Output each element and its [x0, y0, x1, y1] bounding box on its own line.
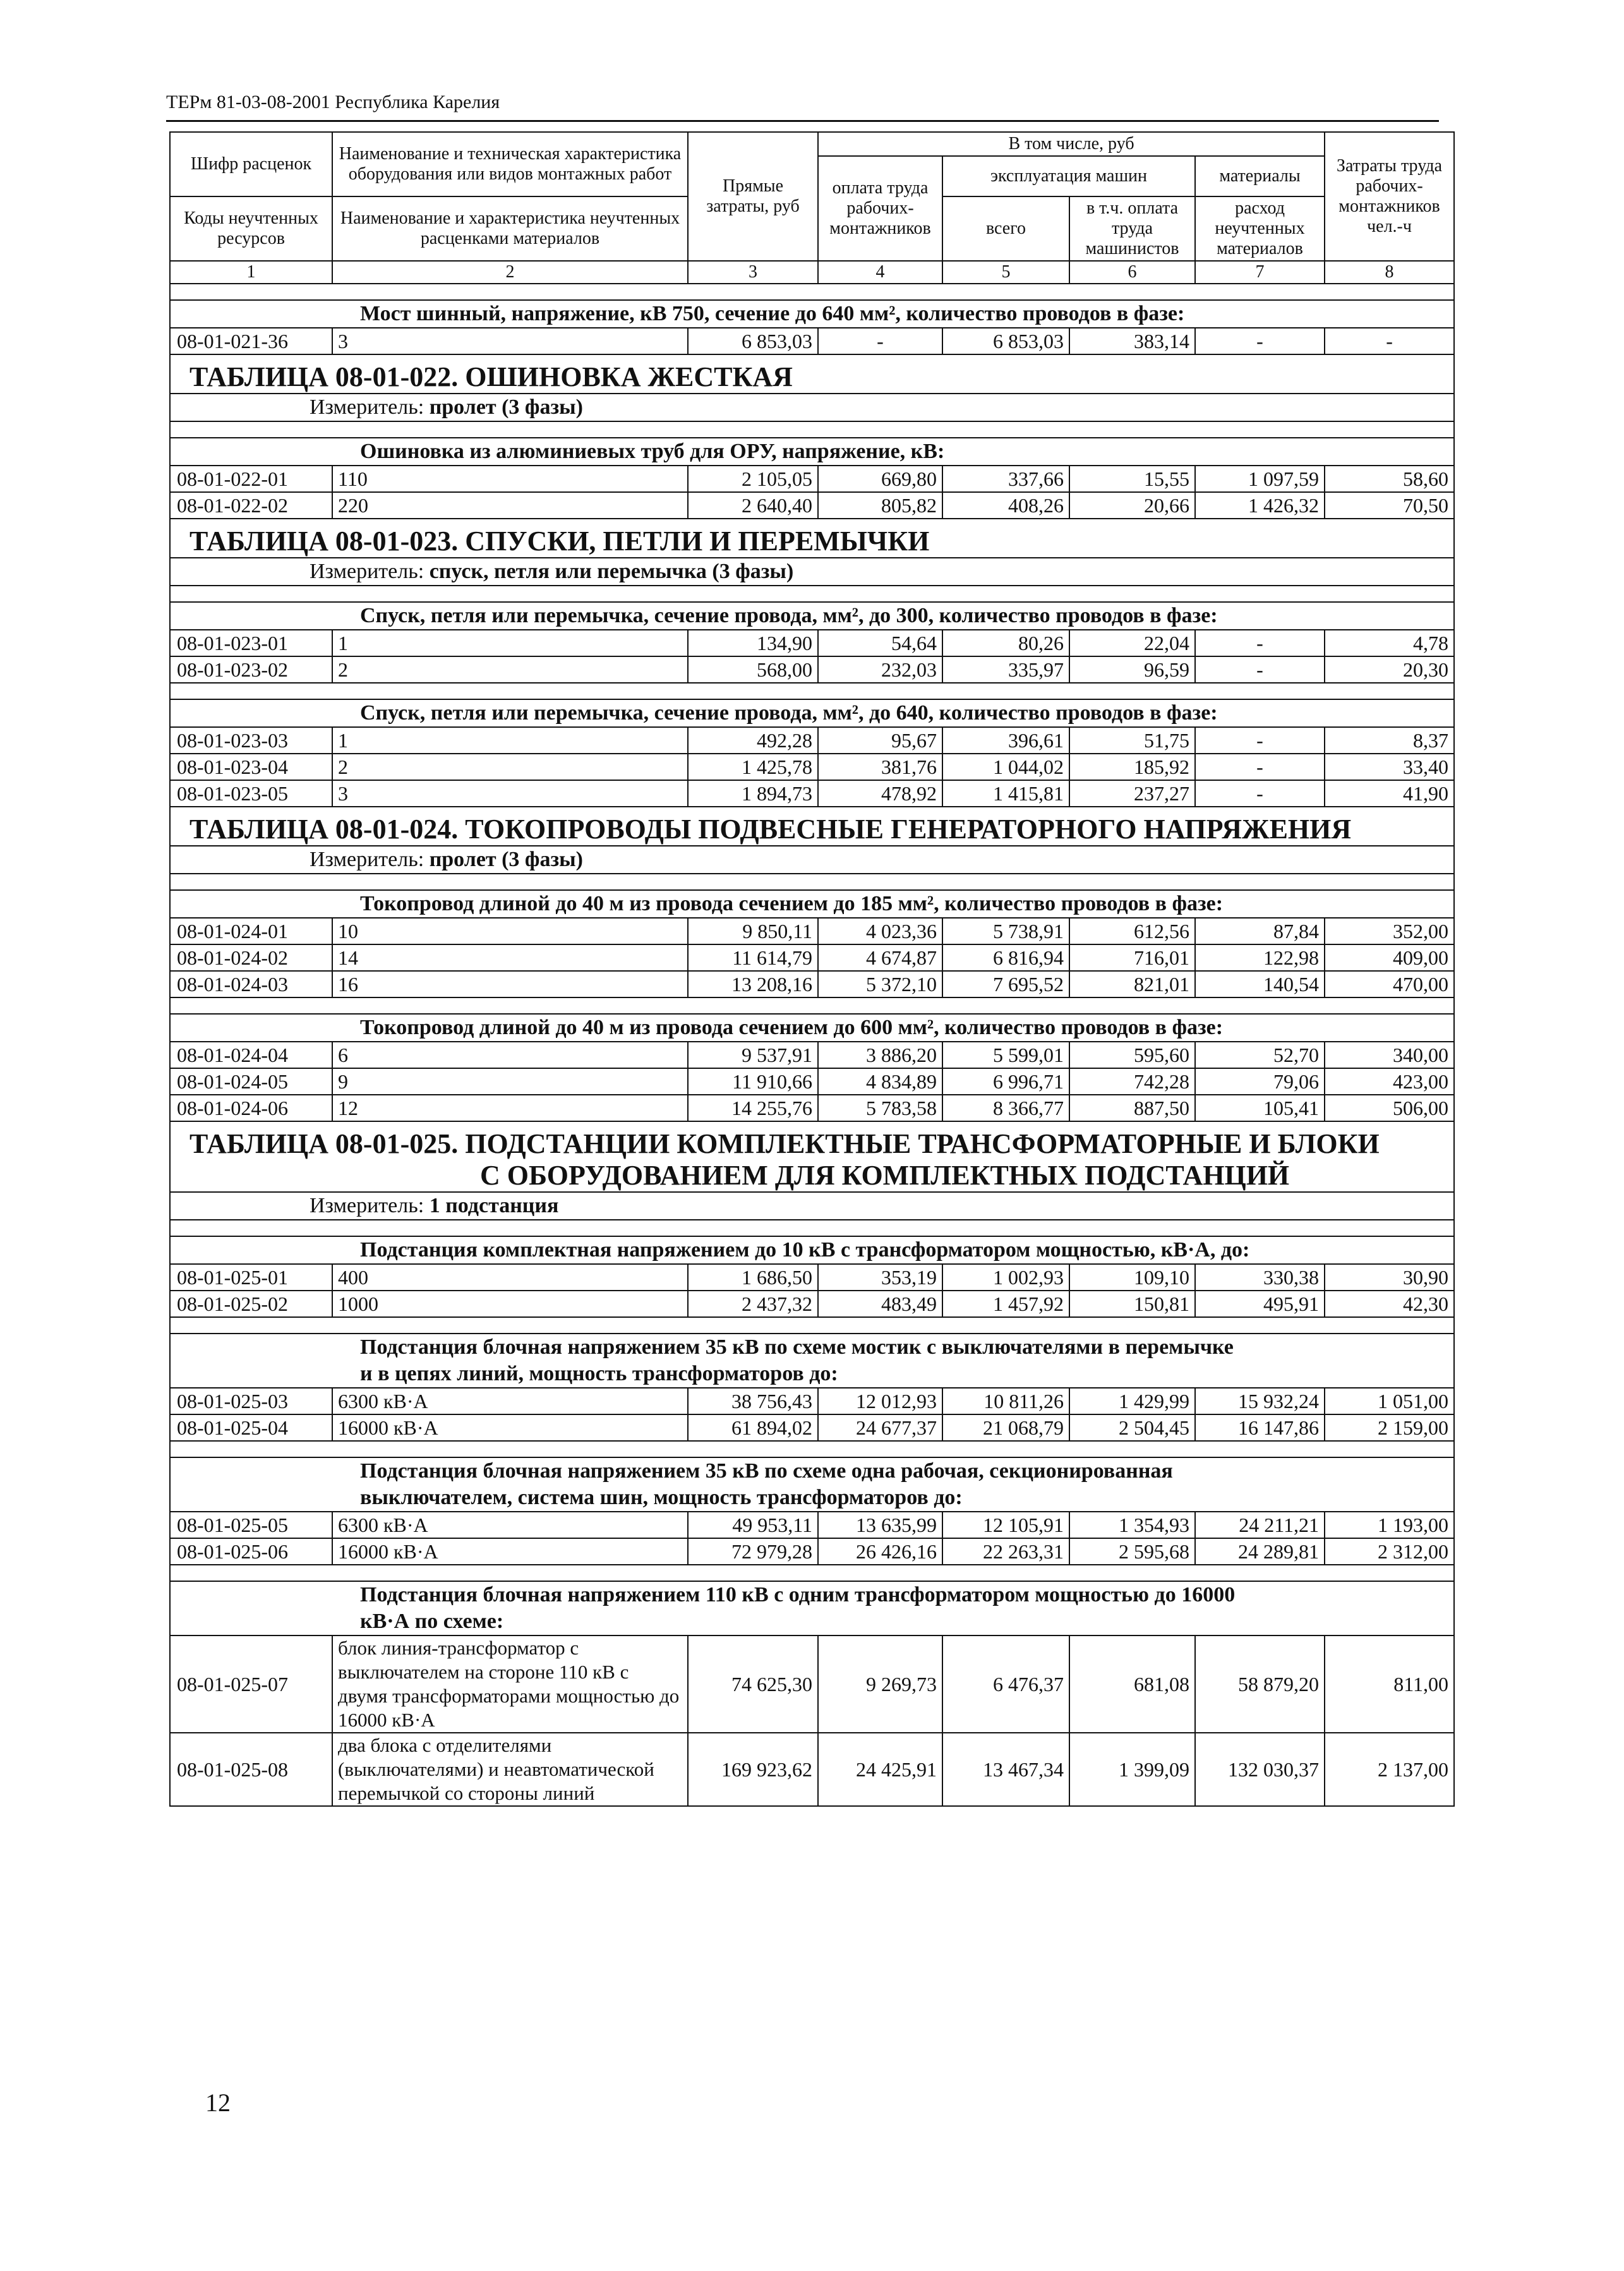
labor-hours: 2 137,00: [1325, 1733, 1454, 1806]
wages: 4 023,36: [818, 918, 942, 944]
direct-costs: 134,90: [688, 630, 818, 656]
subgroup-title-row: [170, 890, 1454, 918]
rate-name: 16000 кВ·А: [332, 1414, 688, 1441]
subgroup-title-line-1: Подстанция блочная напряжением 35 кВ по схеме одна рабочая, секционированная: [360, 1459, 1173, 1483]
spacer-cell: [170, 284, 1454, 300]
table-row: [170, 1733, 1454, 1806]
labor-hours: 352,00: [1325, 918, 1454, 944]
labor-hours: 4,78: [1325, 630, 1454, 656]
rate-name: 220: [332, 492, 688, 519]
wages: 24 425,91: [818, 1733, 942, 1806]
subgroup-title: Спуск, петля или перемычка, сечение провода, мм², до 640, количество проводов в фазе:: [170, 699, 1454, 727]
measure-cell: [170, 558, 1454, 586]
rate-name: 10: [332, 918, 688, 944]
spacer-cell: [170, 997, 1454, 1014]
materials: 330,38: [1195, 1264, 1325, 1291]
labor-hours: 30,90: [1325, 1264, 1454, 1291]
table-row: [170, 1538, 1454, 1565]
rate-name: 3: [332, 780, 688, 807]
wages: 478,92: [818, 780, 942, 807]
measure-cell: [170, 1192, 1454, 1220]
measure-cell: [170, 846, 1454, 874]
materials: 87,84: [1195, 918, 1325, 944]
spacer-row: [170, 1317, 1454, 1334]
labor-hours: 2 312,00: [1325, 1538, 1454, 1565]
column-number: 4: [818, 261, 942, 284]
materials: 79,06: [1195, 1068, 1325, 1095]
machinists-wages: 51,75: [1069, 727, 1195, 754]
machines-total: 335,97: [942, 656, 1069, 683]
machines-total: 5 738,91: [942, 918, 1069, 944]
direct-costs: 72 979,28: [688, 1538, 818, 1565]
machines-total: 7 695,52: [942, 971, 1069, 997]
materials: 495,91: [1195, 1291, 1325, 1317]
materials: -: [1195, 328, 1325, 354]
rates-table: [169, 131, 1455, 1807]
col-unaccounted-materials-header: расход неучтенных материалов: [1195, 196, 1325, 261]
direct-costs: 6 853,03: [688, 328, 818, 354]
table-header-row: [170, 132, 1454, 156]
machinists-wages: 109,10: [1069, 1264, 1195, 1291]
table-title: [170, 1121, 1454, 1192]
materials: 122,98: [1195, 944, 1325, 971]
table-row: [170, 656, 1454, 683]
measure-row: [170, 1192, 1454, 1220]
spacer-cell: [170, 1565, 1454, 1581]
rate-code: 08-01-023-01: [170, 630, 332, 656]
subgroup-title-row: [170, 602, 1454, 630]
rate-code: 08-01-025-03: [170, 1388, 332, 1414]
column-number: 2: [332, 261, 688, 284]
table-row: [170, 918, 1454, 944]
subgroup-title-line-1: Подстанция блочная напряжением 110 кВ с одним трансформатором мощностью до 16000: [360, 1583, 1236, 1606]
labor-hours: 33,40: [1325, 754, 1454, 780]
machines-total: 21 068,79: [942, 1414, 1069, 1441]
rate-code: 08-01-023-03: [170, 727, 332, 754]
machinists-wages: 1 429,99: [1069, 1388, 1195, 1414]
rate-code: 08-01-025-01: [170, 1264, 332, 1291]
materials: 132 030,37: [1195, 1733, 1325, 1806]
document-running-header: ТЕРм 81-03-08-2001 Республика Карелия: [166, 90, 1439, 122]
rate-code: 08-01-024-03: [170, 971, 332, 997]
direct-costs: 9 537,91: [688, 1042, 818, 1068]
direct-costs: 49 953,11: [688, 1512, 818, 1538]
subgroup-title-line-2: и в цепях линий, мощность трансформаторов до:: [360, 1362, 838, 1385]
wages: 232,03: [818, 656, 942, 683]
rate-code: 08-01-022-02: [170, 492, 332, 519]
subgroup-title-row: [170, 300, 1454, 328]
table-row: [170, 1042, 1454, 1068]
table-title-row: [170, 354, 1454, 394]
table-row: [170, 1291, 1454, 1317]
materials: -: [1195, 754, 1325, 780]
table-title-row: [170, 807, 1454, 846]
machinists-wages: 383,14: [1069, 328, 1195, 354]
rate-name: 16000 кВ·А: [332, 1538, 688, 1565]
table-row: [170, 1095, 1454, 1121]
table-title-line-2: С ОБОРУДОВАНИЕМ ДЛЯ КОМПЛЕКТНЫХ ПОДСТАНЦИЙ: [480, 1160, 1290, 1191]
labor-hours: 409,00: [1325, 944, 1454, 971]
table-title-row: [170, 519, 1454, 558]
machinists-wages: 2 595,68: [1069, 1538, 1195, 1565]
machinists-wages: 595,60: [1069, 1042, 1195, 1068]
table-row: [170, 780, 1454, 807]
machinists-wages: 150,81: [1069, 1291, 1195, 1317]
machines-total: 396,61: [942, 727, 1069, 754]
column-numbers-row: [170, 261, 1454, 284]
table-row: [170, 1388, 1454, 1414]
spacer-row: [170, 1220, 1454, 1236]
labor-hours: 41,90: [1325, 780, 1454, 807]
direct-costs: 13 208,16: [688, 971, 818, 997]
machines-total: 1 457,92: [942, 1291, 1069, 1317]
materials: 1 097,59: [1195, 466, 1325, 492]
table-row: [170, 727, 1454, 754]
rate-code: 08-01-024-01: [170, 918, 332, 944]
labor-hours: 1 193,00: [1325, 1512, 1454, 1538]
col-wages-header: оплата труда рабочих-монтажников: [818, 156, 942, 261]
wages: 95,67: [818, 727, 942, 754]
rate-name: 2: [332, 754, 688, 780]
measure-value: пролет (3 фазы): [429, 395, 583, 419]
subgroup-title-row: [170, 1457, 1454, 1512]
direct-costs: 14 255,76: [688, 1095, 818, 1121]
wages: 805,82: [818, 492, 942, 519]
subgroup-title-row: [170, 438, 1454, 466]
direct-costs: 1 894,73: [688, 780, 818, 807]
wages: 24 677,37: [818, 1414, 942, 1441]
machinists-wages: 2 504,45: [1069, 1414, 1195, 1441]
labor-hours: 58,60: [1325, 466, 1454, 492]
machinists-wages: 612,56: [1069, 918, 1195, 944]
spacer-cell: [170, 421, 1454, 438]
machines-total: 1 415,81: [942, 780, 1069, 807]
direct-costs: 1 425,78: [688, 754, 818, 780]
column-number: 5: [942, 261, 1069, 284]
wages: 4 674,87: [818, 944, 942, 971]
labor-hours: 42,30: [1325, 1291, 1454, 1317]
rate-name: 1: [332, 630, 688, 656]
col-materials-header: материалы: [1195, 156, 1325, 196]
direct-costs: 2 437,32: [688, 1291, 818, 1317]
labor-hours: -: [1325, 328, 1454, 354]
subgroup-title: Токопровод длиной до 40 м из провода сечением до 600 мм², количество проводов в фазе:: [170, 1014, 1454, 1042]
direct-costs: 11 910,66: [688, 1068, 818, 1095]
machinists-wages: 96,59: [1069, 656, 1195, 683]
spacer-cell: [170, 1441, 1454, 1457]
table-title: ТАБЛИЦА 08-01-024. ТОКОПРОВОДЫ ПОДВЕСНЫЕ ГЕНЕРАТОРНОГО НАПРЯЖЕНИЯ: [170, 807, 1454, 846]
spacer-row: [170, 1441, 1454, 1457]
spacer-row: [170, 683, 1454, 699]
table-row: [170, 754, 1454, 780]
labor-hours: 506,00: [1325, 1095, 1454, 1121]
wages: 9 269,73: [818, 1635, 942, 1733]
wages: 3 886,20: [818, 1042, 942, 1068]
rates-table-frame: [169, 131, 1453, 1807]
rate-name: два блока с отделителями (выключателями) и неавтоматической перемычкой со стороны линий: [332, 1733, 688, 1806]
rate-code: 08-01-023-04: [170, 754, 332, 780]
measure-row: [170, 394, 1454, 421]
direct-costs: 9 850,11: [688, 918, 818, 944]
machines-total: 6 996,71: [942, 1068, 1069, 1095]
wages: 483,49: [818, 1291, 942, 1317]
table-row: [170, 1414, 1454, 1441]
table-row: [170, 1264, 1454, 1291]
wages: 4 834,89: [818, 1068, 942, 1095]
table-row: [170, 466, 1454, 492]
direct-costs: 74 625,30: [688, 1635, 818, 1733]
table-row: [170, 971, 1454, 997]
col-code-header: Шифр расценок: [170, 132, 332, 196]
machines-total: 1 002,93: [942, 1264, 1069, 1291]
table-title-line-1: ТАБЛИЦА 08-01-025. ПОДСТАНЦИИ КОМПЛЕКТНЫЕ ТРАНСФОРМАТОРНЫЕ И БЛОКИ: [189, 1128, 1380, 1159]
subgroup-title: [170, 1334, 1454, 1388]
rate-name: 12: [332, 1095, 688, 1121]
measure-cell: [170, 394, 1454, 421]
column-number: 3: [688, 261, 818, 284]
wages: 5 783,58: [818, 1095, 942, 1121]
rate-code: 08-01-025-07: [170, 1635, 332, 1733]
spacer-row: [170, 997, 1454, 1014]
wages: -: [818, 328, 942, 354]
machines-total: 6 476,37: [942, 1635, 1069, 1733]
rate-code: 08-01-023-05: [170, 780, 332, 807]
materials: 15 932,24: [1195, 1388, 1325, 1414]
rate-code: 08-01-024-05: [170, 1068, 332, 1095]
machines-total: 13 467,34: [942, 1733, 1069, 1806]
rate-name: 3: [332, 328, 688, 354]
col-name-header: Наименование и техническая характеристика оборудования или видов монтажных работ: [332, 132, 688, 196]
subgroup-title: Мост шинный, напряжение, кВ 750, сечение до 640 мм², количество проводов в фазе:: [170, 300, 1454, 328]
direct-costs: 61 894,02: [688, 1414, 818, 1441]
machinists-wages: 742,28: [1069, 1068, 1195, 1095]
column-number: 6: [1069, 261, 1195, 284]
rate-name: 16: [332, 971, 688, 997]
direct-costs: 2 105,05: [688, 466, 818, 492]
machines-total: 408,26: [942, 492, 1069, 519]
materials: -: [1195, 656, 1325, 683]
machinists-wages: 185,92: [1069, 754, 1195, 780]
rate-code: 08-01-024-04: [170, 1042, 332, 1068]
subgroup-title-line-1: Подстанция блочная напряжением 35 кВ по схеме мостик с выключателями в перемычке: [360, 1335, 1234, 1359]
machinists-wages: 681,08: [1069, 1635, 1195, 1733]
rate-name: 9: [332, 1068, 688, 1095]
subgroup-title-line-2: кВ·А по схеме:: [360, 1610, 504, 1633]
labor-hours: 8,37: [1325, 727, 1454, 754]
spacer-cell: [170, 1220, 1454, 1236]
machines-total: 10 811,26: [942, 1388, 1069, 1414]
spacer-cell: [170, 874, 1454, 890]
measure-row: [170, 558, 1454, 586]
machines-total: 8 366,77: [942, 1095, 1069, 1121]
materials: 1 426,32: [1195, 492, 1325, 519]
table-title: ТАБЛИЦА 08-01-023. СПУСКИ, ПЕТЛИ И ПЕРЕМЫЧКИ: [170, 519, 1454, 558]
spacer-row: [170, 1565, 1454, 1581]
rate-code: 08-01-021-36: [170, 328, 332, 354]
table-title: ТАБЛИЦА 08-01-022. ОШИНОВКА ЖЕСТКАЯ: [170, 354, 1454, 394]
subgroup-title-row: [170, 1581, 1454, 1635]
machinists-wages: 1 354,93: [1069, 1512, 1195, 1538]
direct-costs: 492,28: [688, 727, 818, 754]
wages: 669,80: [818, 466, 942, 492]
column-number: 8: [1325, 261, 1454, 284]
measure-label: Измеритель:: [310, 1194, 424, 1217]
measure-value: 1 подстанция: [429, 1194, 559, 1217]
wages: 12 012,93: [818, 1388, 942, 1414]
labor-hours: 811,00: [1325, 1635, 1454, 1733]
machinists-wages: 716,01: [1069, 944, 1195, 971]
col-machines-header: эксплуатация машин: [942, 156, 1195, 196]
subgroup-title: [170, 1581, 1454, 1635]
machinists-wages: 22,04: [1069, 630, 1195, 656]
machinists-wages: 1 399,09: [1069, 1733, 1195, 1806]
wages: 353,19: [818, 1264, 942, 1291]
rate-name: 6: [332, 1042, 688, 1068]
rate-code: 08-01-024-06: [170, 1095, 332, 1121]
rate-name: 110: [332, 466, 688, 492]
measure-row: [170, 846, 1454, 874]
spacer-cell: [170, 1317, 1454, 1334]
measure-label: Измеритель:: [310, 560, 424, 583]
col-machines-total-header: всего: [942, 196, 1069, 261]
wages: 26 426,16: [818, 1538, 942, 1565]
materials: 58 879,20: [1195, 1635, 1325, 1733]
rate-code: 08-01-024-02: [170, 944, 332, 971]
direct-costs: 169 923,62: [688, 1733, 818, 1806]
wages: 13 635,99: [818, 1512, 942, 1538]
machinists-wages: 237,27: [1069, 780, 1195, 807]
measure-value: спуск, петля или перемычка (3 фазы): [429, 560, 794, 583]
machines-total: 6 816,94: [942, 944, 1069, 971]
wages: 381,76: [818, 754, 942, 780]
materials: 52,70: [1195, 1042, 1325, 1068]
materials: 105,41: [1195, 1095, 1325, 1121]
materials: 24 289,81: [1195, 1538, 1325, 1565]
subgroup-title: Токопровод длиной до 40 м из провода сечением до 185 мм², количество проводов в фазе:: [170, 890, 1454, 918]
subgroup-title: Подстанция комплектная напряжением до 10 кВ с трансформатором мощностью, кВ·А, до:: [170, 1236, 1454, 1264]
machinists-wages: 887,50: [1069, 1095, 1195, 1121]
direct-costs: 568,00: [688, 656, 818, 683]
materials: 140,54: [1195, 971, 1325, 997]
col-resource-codes-header: Коды неучтенных ресурсов: [170, 196, 332, 261]
table-row: [170, 492, 1454, 519]
rate-name: 1: [332, 727, 688, 754]
labor-hours: 1 051,00: [1325, 1388, 1454, 1414]
machinists-wages: 15,55: [1069, 466, 1195, 492]
machinists-wages: 821,01: [1069, 971, 1195, 997]
rate-code: 08-01-025-08: [170, 1733, 332, 1806]
labor-hours: 70,50: [1325, 492, 1454, 519]
subgroup-title-line-2: выключателем, система шин, мощность трансформаторов до:: [360, 1486, 963, 1509]
labor-hours: 20,30: [1325, 656, 1454, 683]
direct-costs: 2 640,40: [688, 492, 818, 519]
col-direct-costs-header: Прямые затраты, руб: [688, 132, 818, 261]
direct-costs: 1 686,50: [688, 1264, 818, 1291]
labor-hours: 423,00: [1325, 1068, 1454, 1095]
wages: 5 372,10: [818, 971, 942, 997]
machines-total: 1 044,02: [942, 754, 1069, 780]
subgroup-title-row: [170, 1014, 1454, 1042]
col-labor-hours-header: Затраты труда рабочих-монтажников чел.-ч: [1325, 132, 1454, 261]
table-row: [170, 630, 1454, 656]
measure-label: Измеритель:: [310, 848, 424, 871]
table-row: [170, 944, 1454, 971]
subgroup-title-row: [170, 1334, 1454, 1388]
rate-name: 6300 кВ·А: [332, 1512, 688, 1538]
spacer-cell: [170, 683, 1454, 699]
spacer-row: [170, 284, 1454, 300]
machines-total: 337,66: [942, 466, 1069, 492]
machines-total: 12 105,91: [942, 1512, 1069, 1538]
rate-code: 08-01-023-02: [170, 656, 332, 683]
measure-label: Измеритель:: [310, 395, 424, 419]
rate-name: 400: [332, 1264, 688, 1291]
materials: -: [1195, 780, 1325, 807]
subgroup-title: Спуск, петля или перемычка, сечение провода, мм², до 300, количество проводов в фазе:: [170, 602, 1454, 630]
table-row: [170, 328, 1454, 354]
col-materials-name-header: Наименование и характеристика неучтенных расценками материалов: [332, 196, 688, 261]
rate-name: 2: [332, 656, 688, 683]
subgroup-title: [170, 1457, 1454, 1512]
labor-hours: 2 159,00: [1325, 1414, 1454, 1441]
col-including-header: В том числе, руб: [818, 132, 1325, 156]
rate-code: 08-01-025-06: [170, 1538, 332, 1565]
materials: 16 147,86: [1195, 1414, 1325, 1441]
wages: 54,64: [818, 630, 942, 656]
rate-name: блок линия-трансформатор с выключателем на стороне 110 кВ с двумя трансформаторами мощностью до 16000 кВ·А: [332, 1635, 688, 1733]
rate-name: 1000: [332, 1291, 688, 1317]
table-row: [170, 1068, 1454, 1095]
subgroup-title: Ошиновка из алюминиевых труб для ОРУ, напряжение, кВ:: [170, 438, 1454, 466]
rate-name: 14: [332, 944, 688, 971]
column-number: 1: [170, 261, 332, 284]
subgroup-title-row: [170, 1236, 1454, 1264]
labor-hours: 470,00: [1325, 971, 1454, 997]
page-number: 12: [205, 2088, 231, 2117]
col-machinists-wages-header: в т.ч. оплата труда машинистов: [1069, 196, 1195, 261]
machines-total: 6 853,03: [942, 328, 1069, 354]
rate-code: 08-01-022-01: [170, 466, 332, 492]
rate-code: 08-01-025-04: [170, 1414, 332, 1441]
rate-code: 08-01-025-05: [170, 1512, 332, 1538]
machines-total: 5 599,01: [942, 1042, 1069, 1068]
direct-costs: 38 756,43: [688, 1388, 818, 1414]
subgroup-title-row: [170, 699, 1454, 727]
labor-hours: 340,00: [1325, 1042, 1454, 1068]
machines-total: 22 263,31: [942, 1538, 1069, 1565]
rate-code: 08-01-025-02: [170, 1291, 332, 1317]
spacer-row: [170, 874, 1454, 890]
column-number: 7: [1195, 261, 1325, 284]
measure-value: пролет (3 фазы): [429, 848, 583, 871]
table-row: [170, 1635, 1454, 1733]
spacer-row: [170, 421, 1454, 438]
materials: -: [1195, 630, 1325, 656]
spacer-row: [170, 586, 1454, 602]
machinists-wages: 20,66: [1069, 492, 1195, 519]
table-title-row: [170, 1121, 1454, 1192]
table-row: [170, 1512, 1454, 1538]
materials: -: [1195, 727, 1325, 754]
spacer-cell: [170, 586, 1454, 602]
machines-total: 80,26: [942, 630, 1069, 656]
materials: 24 211,21: [1195, 1512, 1325, 1538]
direct-costs: 11 614,79: [688, 944, 818, 971]
rate-name: 6300 кВ·А: [332, 1388, 688, 1414]
